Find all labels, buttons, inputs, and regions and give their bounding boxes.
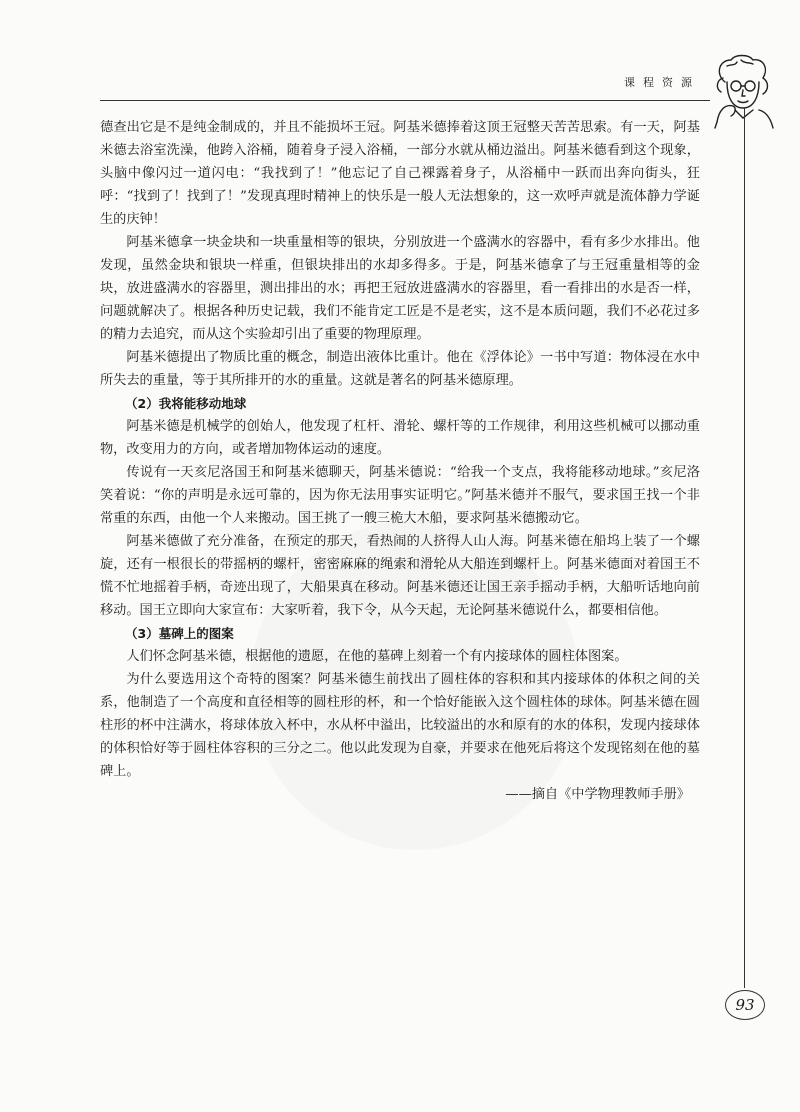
subheading-2: （2）我将能移动地球 <box>125 396 247 411</box>
margin-rule <box>744 108 745 988</box>
paragraph-2: 阿基米德拿一块金块和一块重量相等的银块，分别放进一个盛满水的容器中，看有多少水排出。他发现，虽然金块和银块一样重，但银块排出的水却多得多。于是，阿基米德拿了与王冠重量相等的金块，放进盛满水的容器里，测出排出的水；再把王冠放进盛满水的容器里，看一看排出的水是否一样，问题就解决了。根据各种历史记载，我们不能肯定工匠是不是老实，这不是本质问题，我们不必花过多的精力去追究，而从这个实验却引出了重要的物理原理。 <box>100 235 700 342</box>
source-attribution: ——摘自《中学物理教师手册》 <box>505 787 690 802</box>
article-body <box>100 116 700 806</box>
header-rule <box>100 100 710 101</box>
page-number: 93 <box>725 990 765 1020</box>
paragraph-1: 德查出它是不是纯金制成的，并且不能损坏王冠。阿基米德捧着这顶王冠整天苦苦思索。有一天，阿基米德去浴室洗澡，他跨入浴桶，随着身子浸入浴桶，一部分水就从桶边溢出。阿基米德看到这个现象，头脑中像闪过一道闪电：“我找到了！”他忘记了自己裸露着身子，从浴桶中一跃而出奔向街头，狂呼：“找到了！找到了！”发现真理时精神上的快乐是一般人无法想象的，这一欢呼声就是流体静力学诞生的庆钟！ <box>100 120 700 227</box>
paragraph-8: 为什么要选用这个奇特的图案？阿基米德生前找出了圆柱体的容积和其内接球体的体积之间的关系，他制造了一个高度和直径相等的圆柱形的杯，和一个恰好能嵌入这个圆柱体的球体。阿基米德在圆柱形的杯中注满水，将球体放入杯中，水从杯中溢出，比较溢出的水和原有的水的体积，发现内接球体的体积恰好等于圆柱体容积的三分之二。他以此发现为自豪，并要求在他死后将这个发现铭刻在他的墓碑上。 <box>100 672 700 779</box>
scientist-illustration-icon <box>705 52 785 130</box>
paragraph-4: 阿基米德是机械学的创始人，他发现了杠杆、滑轮、螺杆等的工作规律，利用这些机械可以挪动重物，改变用力的方向，或者增加物体运动的速度。 <box>100 419 700 457</box>
paragraph-6: 阿基米德做了充分准备，在预定的那天，看热闹的人挤得人山人海。阿基米德在船坞上装了一个螺旋，还有一根很长的带摇柄的螺杆，密密麻麻的绳索和滑轮从大船连到螺杆上。阿基米德面对着国王不慌不忙地摇着手柄，奇迹出现了，大船果真在移动。阿基米德还让国王亲手摇动手柄，大船听话地向前移动。国王立即向大家宣布：大家听着，我下令，从今天起，无论阿基米德说什么，都要相信他。 <box>100 534 700 618</box>
paragraph-3: 阿基米德提出了物质比重的概念，制造出液体比重计。他在《浮体论》一书中写道：物体浸在水中所失去的重量，等于其所排开的水的重量。这就是著名的阿基米德原理。 <box>100 350 700 388</box>
paragraph-5: 传说有一天亥尼洛国王和阿基米德聊天，阿基米德说：“给我一个支点，我将能移动地球。”亥尼洛笑着说：“你的声明是永远可靠的，因为你无法用事实证明它。”阿基米德并不服气，要求国王找一个非常重的东西，由他一个人来搬动。国王挑了一艘三桅大木船，要求阿基米德搬动它。 <box>100 465 700 526</box>
paragraph-7: 人们怀念阿基米德，根据他的遗愿，在他的墓碑上刻着一个有内接球体的圆柱体图案。 <box>126 649 628 664</box>
section-title: 课程资源 <box>624 76 700 89</box>
page-header <box>100 70 700 106</box>
subheading-3: （3）墓碑上的图案 <box>125 626 234 641</box>
